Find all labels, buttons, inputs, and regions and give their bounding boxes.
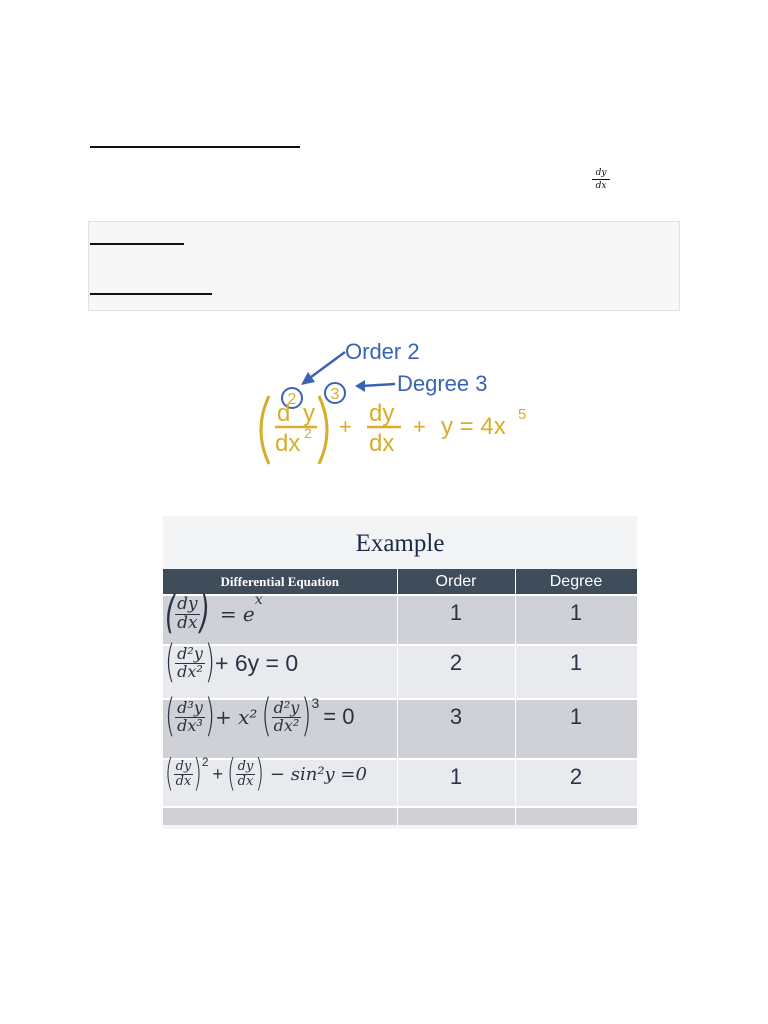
degree-cell: 2 bbox=[515, 759, 637, 807]
header-order: Order bbox=[397, 569, 515, 595]
example-table bbox=[163, 569, 638, 825]
table-header-row bbox=[163, 569, 637, 595]
rhs: y = 4x bbox=[441, 413, 506, 440]
header-degree: Degree bbox=[515, 569, 637, 595]
table-row-empty bbox=[163, 807, 637, 825]
degree-arrow bbox=[362, 384, 395, 386]
degree-arrow-head bbox=[355, 380, 365, 392]
order-degree-figure bbox=[245, 330, 545, 470]
order-label: Order 2 bbox=[345, 339, 420, 364]
plus-1: + bbox=[339, 414, 352, 439]
degree-label: Degree 3 bbox=[397, 371, 488, 396]
table-row bbox=[163, 759, 637, 807]
order-cell: 1 bbox=[397, 759, 515, 807]
frac2-denominator: dx bbox=[369, 430, 395, 457]
note-underline-2 bbox=[90, 293, 212, 295]
heading-underline bbox=[90, 146, 300, 148]
plus-2: + bbox=[413, 414, 426, 439]
note-box bbox=[88, 221, 680, 311]
degree-cell: 1 bbox=[515, 645, 637, 699]
frac2-numerator: dy bbox=[369, 400, 395, 427]
degree-cell: 1 bbox=[515, 699, 637, 759]
dy-dx-fraction bbox=[590, 168, 612, 191]
order-marker: 2 bbox=[287, 391, 297, 408]
order-cell: 3 bbox=[397, 699, 515, 759]
equation-cell: ( $\frac{dy}{dx}$ ) = e x bbox=[163, 595, 397, 645]
fraction-numerator: dy bbox=[595, 168, 607, 178]
header-equation: Differential Equation bbox=[163, 569, 397, 595]
table-row bbox=[163, 645, 637, 699]
table-row bbox=[163, 699, 637, 759]
left-paren bbox=[261, 396, 269, 464]
frac1-denominator: dx bbox=[275, 430, 301, 457]
frac1-numerator-y: y bbox=[303, 400, 315, 427]
degree-marker: 3 bbox=[330, 386, 340, 403]
order-cell: 1 bbox=[397, 595, 515, 645]
frac1-denominator-exp: 2 bbox=[304, 425, 312, 441]
degree-cell: 1 bbox=[515, 595, 637, 645]
table-row bbox=[163, 595, 637, 645]
order-cell: 2 bbox=[397, 645, 515, 699]
rhs-exp: 5 bbox=[518, 406, 527, 423]
frac1-numerator-d: d bbox=[277, 400, 291, 427]
fraction-denominator: dx bbox=[595, 181, 607, 191]
note-underline-1 bbox=[90, 243, 184, 245]
example-table-figure bbox=[163, 516, 637, 829]
example-title: Example bbox=[355, 530, 445, 557]
equation-cell: ( $\frac{\text{d³y}}{\text{dx³}}$ ) + x² ( $\frac{\text{d²y}}{\text{dx²}}$ ) 3 = 0 bbox=[163, 699, 397, 759]
order-arrow bbox=[307, 352, 345, 380]
equation-cell: ( $\frac{\text{d²y}}{\text{dx²}}$ ) + 6y = 0 bbox=[163, 645, 397, 699]
equation-cell: ( $\frac{dy}{dx}$ ) 2 + ( $\frac{dy}{dx}$ ) − sin²y =0 bbox=[163, 759, 397, 807]
right-paren bbox=[319, 396, 327, 464]
order-arrow-head bbox=[301, 372, 315, 385]
